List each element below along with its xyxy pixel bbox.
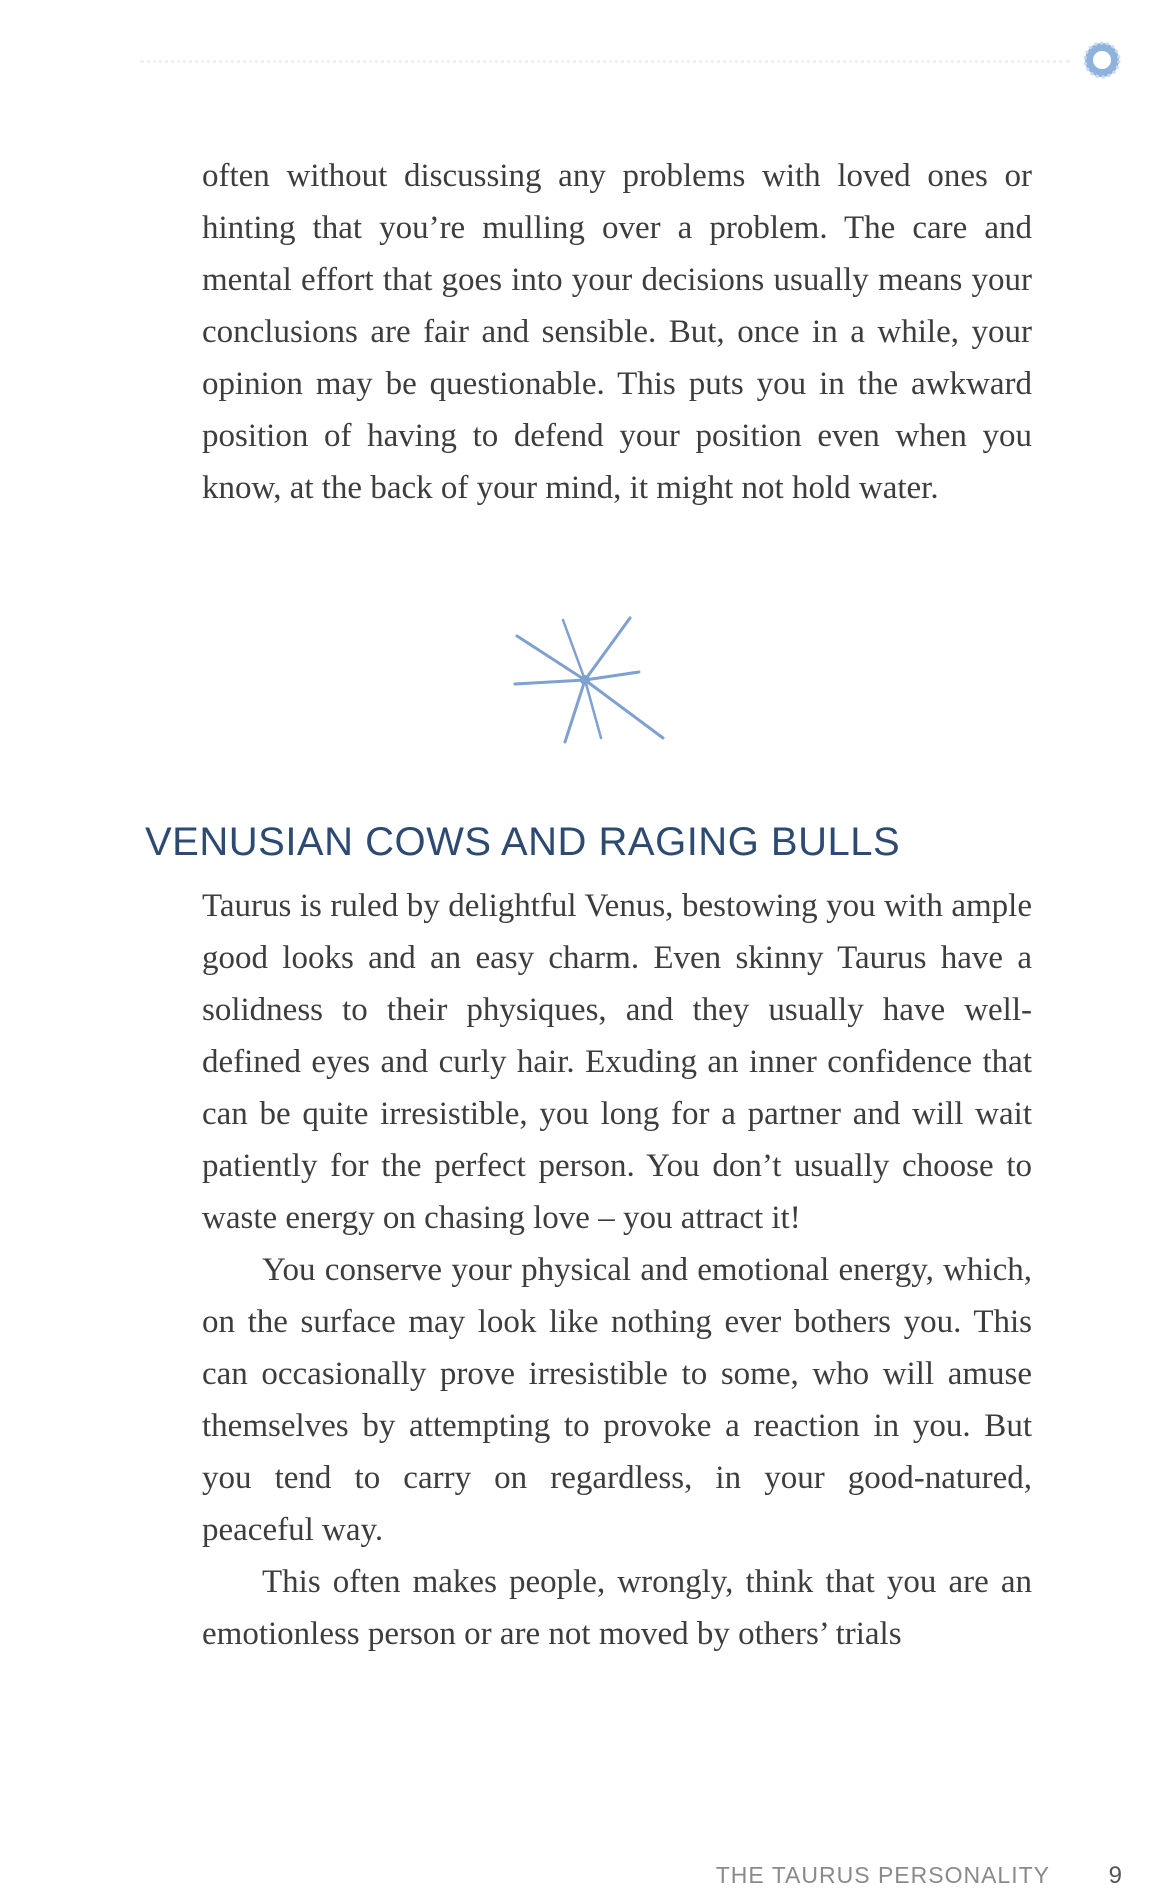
section-body — [202, 880, 1032, 1660]
intro-paragraph: often without discussing any problems with loved ones or hinting that you’re mulling over a problem. The care and mental effort that goes into your decisions usually means your conclusions are fair and sensible. But, once in a while, your opinion may be questionable. This puts you in the awkward position of having to defend your position even when you know, at the back of your mind, it might not hold water. — [202, 158, 1032, 506]
eight-point-star-icon — [505, 610, 665, 750]
section-heading: VENUSIAN COWS AND RAGING BULLS — [145, 820, 901, 864]
section-paragraph-3: This often makes people, wrongly, think that you are an emotionless person or are not moved by others’ trials — [202, 1564, 1032, 1652]
page-number: 9 — [1108, 1862, 1122, 1889]
corner-badge-icon — [1080, 38, 1124, 82]
top-dotted-rule — [140, 60, 1070, 63]
page-footer — [600, 1862, 1122, 1902]
section-paragraph-1: Taurus is ruled by delightful Venus, bestowing you with ample good looks and an easy charm. Even skinny Taurus have a solidness to their physiques, and they usually have well-defined eyes and curly hair. Exuding an inner confidence that can be quite irresistible, you long for a partner and will wait patiently for the perfect person. You don’t usually choose to waste energy on chasing love – you attract it! — [202, 888, 1032, 1236]
running-head: THE TAURUS PERSONALITY — [715, 1862, 1050, 1888]
intro-paragraph-block — [202, 150, 1032, 514]
section-paragraph-2: You conserve your physical and emotional energy, which, on the surface may look like nothing ever bothers you. This can occasionally prove irresistible to some, who will amuse themselves by attempting to provoke a reaction in you. But you tend to carry on regardless, in your good-natured, peaceful way. — [202, 1252, 1032, 1548]
